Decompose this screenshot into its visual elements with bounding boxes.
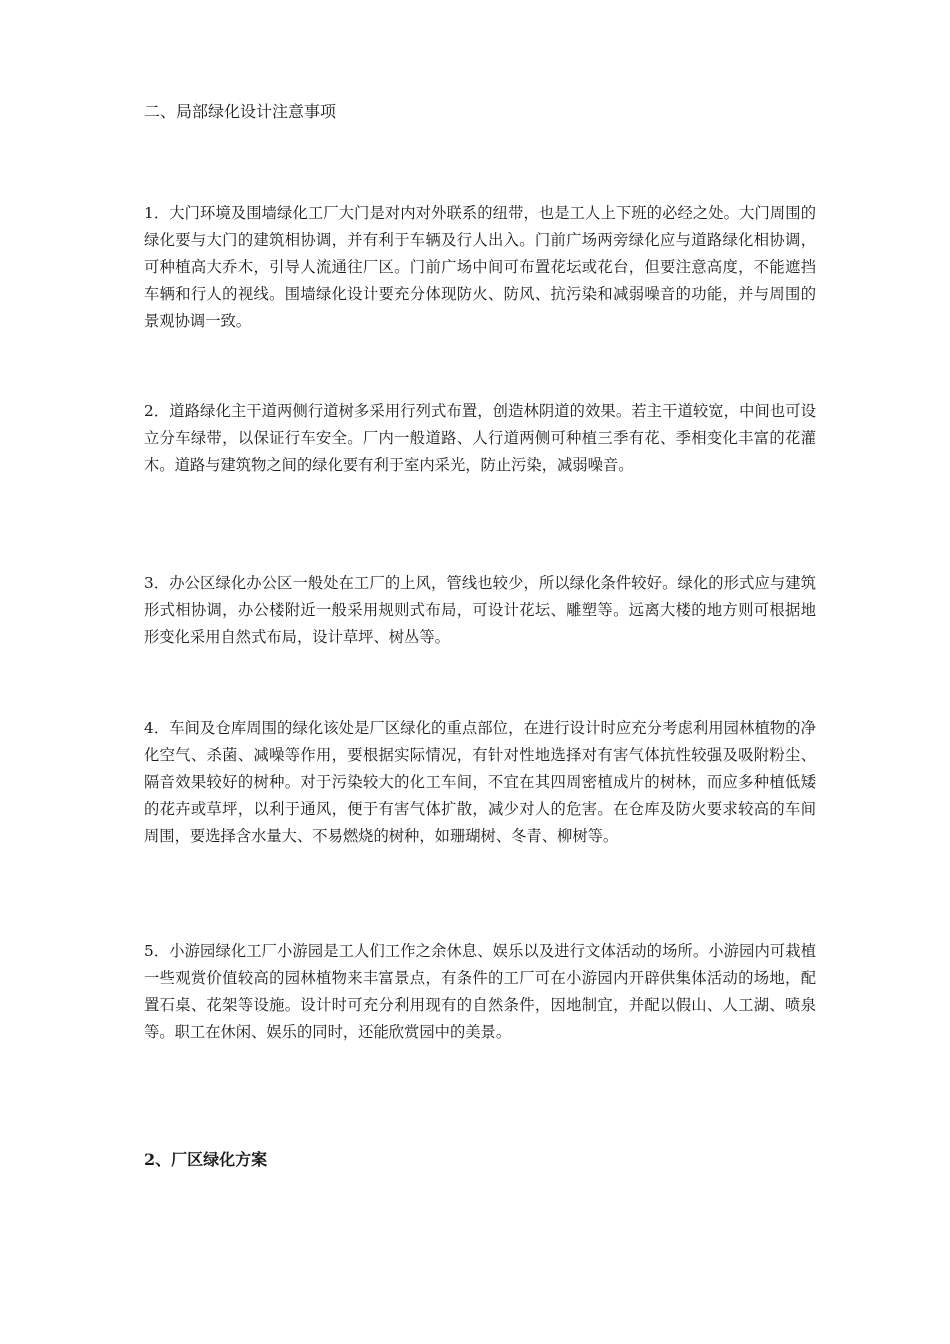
subsection-heading: 2、厂区绿化方案 (144, 1150, 268, 1169)
paragraph-workshop-warehouse-greening: 4．车间及仓库周围的绿化该处是厂区绿化的重点部位，在进行设计时应充分考虑利用园林植物的净化空气、杀菌、减噪等作用，要根据实际情况，有针对性地选择对有害气体抗性较强及吸附粉尘、隔音效果较好的树种。对于污染较大的化工车间，不宜在其四周密植成片的树林，而应多种植低矮的花卉或草坪，以利于通风，便于有害气体扩散，减少对人的危害。在仓库及防火要求较高的车间周围，要选择含水量大、不易燃烧的树种，如珊瑚树、冬青、柳树等。 (144, 719, 816, 845)
paragraph-road-greening: 2．道路绿化主干道两侧行道树多采用行列式布置，创造林阴道的效果。若主干道较宽，中间也可设立分车绿带，以保证行车安全。厂内一般道路、人行道两侧可种植三季有花、季相变化丰富的花灌木。道路与建筑物之间的绿化要有利于室内采光，防止污染，减弱噪音。 (144, 402, 816, 474)
paragraph-office-area-greening: 3．办公区绿化办公区一般处在工厂的上风，管线也较少，所以绿化条件较好。绿化的形式应与建筑形式相协调，办公楼附近一般采用规则式布局，可设计花坛、雕塑等。远离大楼的地方则可根据地形变化采用自然式布局，设计草坪、树丛等。 (144, 574, 816, 646)
section-heading: 二、局部绿化设计注意事项 (144, 102, 337, 121)
paragraph-gate-and-wall-greening: 1．大门环境及围墙绿化工厂大门是对内对外联系的纽带，也是工人上下班的必经之处。大门周围的绿化要与大门的建筑相协调，并有利于车辆及行人出入。门前广场两旁绿化应与道路绿化相协调，可种植高大乔木，引导人流通往厂区。门前广场中间可布置花坛或花台，但要注意高度，不能遮挡车辆和行人的视线。围墙绿化设计要充分体现防火、防风、抗污染和减弱噪音的功能，并与周围的景观协调一致。 (144, 204, 816, 330)
paragraph-small-garden-greening: 5．小游园绿化工厂小游园是工人们工作之余休息、娱乐以及进行文体活动的场所。小游园内可栽植一些观赏价值较高的园林植物来丰富景点，有条件的工厂可在小游园内开辟供集体活动的场地，配置石桌、花架等设施。设计时可充分利用现有的自然条件，因地制宜，并配以假山、人工湖、喷泉等。职工在休闲、娱乐的同时，还能欣赏园中的美景。 (144, 942, 816, 1041)
